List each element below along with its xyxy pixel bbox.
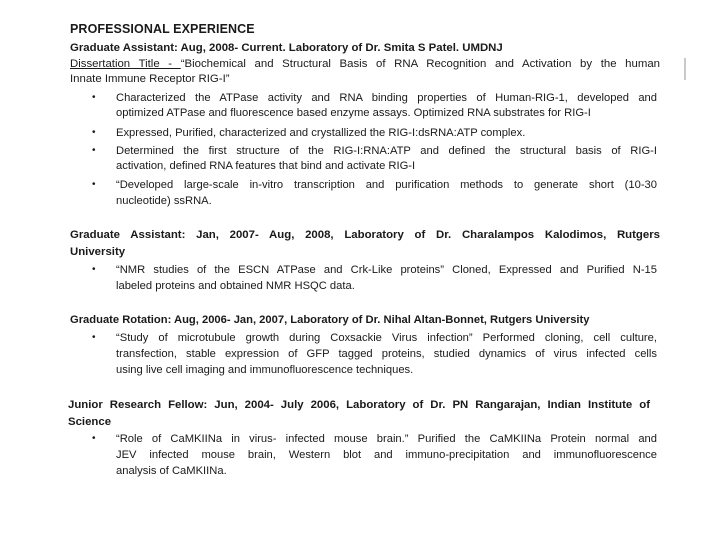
job1-bullet3-line1: Determined the first structure of the RIG-I:RNA:ATP and defined the structural basis of RIG-I [116, 145, 657, 157]
job1-bullet4-line2: nucleotide) ssRNA. [116, 195, 212, 207]
job3-bullet1-line2: transfection, stable expression of GFP tagged proteins, studied dynamics of virus infected cells [116, 348, 657, 360]
dissertation-title-part1: “Biochemical and Structural Basis of RNA Recognition and Activation by the human [180, 58, 660, 70]
job3-bullet1-line3: using live cell imaging and immunofluorescence techniques. [116, 364, 414, 376]
dissertation-label: Dissertation Title - [70, 58, 181, 70]
section-heading: PROFESSIONAL EXPERIENCE [70, 22, 255, 36]
job4-bullet1-line2: JEV infected mouse brain, Western blot and immuno-precipitation and immunofluorescence [116, 449, 657, 461]
job1-dissertation-line1 [70, 57, 660, 71]
job4-bullet1-line1: “Role of CaMKIINa in virus- infected mouse brain.” Purified the CaMKIINa Protein normal and [116, 433, 657, 445]
job3-title: Graduate Rotation: Aug, 2006- Jan, 2007, Laboratory of Dr. Nihal Altan-Bonnet, Rutgers University [70, 314, 590, 326]
job2-title-line2: University [70, 246, 126, 258]
job1-title: Graduate Assistant: Aug, 2008- Current. Laboratory of Dr. Smita S Patel. UMDNJ [70, 42, 503, 54]
job1-bullet1-line2: optimized ATPase and fluorescence based enzyme assays. Optimized RNA substrates for RIG-I [116, 107, 591, 119]
job2-title-line1: Graduate Assistant: Jan, 2007- Aug, 2008, Laboratory of Dr. Charalampos Kalodimos, Rutgers [70, 229, 660, 241]
page-edge-mark [684, 58, 686, 80]
job1-bullet1-line1: Characterized the ATPase activity and RNA binding properties of Human-RIG-1, developed and [116, 92, 657, 104]
bullet-icon: • [92, 145, 96, 156]
job4-title-line1: Junior Research Fellow: Jun, 2004- July 2006, Laboratory of Dr. PN Rangarajan, Indian Institute of [68, 399, 650, 411]
job4-bullet1-line3: analysis of CaMKIINa. [116, 465, 227, 477]
job2-bullet1-line1: “NMR studies of the ESCN ATPase and Crk-Like proteins” Cloned, Expressed and Purified N-15 [116, 264, 657, 276]
bullet-icon: • [92, 127, 96, 138]
job3-bullet1-line1: “Study of microtubule growth during Coxsackie Virus infection” Performed cloning, cell culture, [116, 332, 657, 344]
job4-title-line2: Science [68, 416, 112, 428]
bullet-icon: • [92, 92, 96, 103]
job1-dissertation-line2: Innate Immune Receptor RIG-I” [70, 73, 230, 85]
job1-bullet3-line2: activation, defined RNA features that bind and activate RIG-I [116, 160, 416, 172]
job2-bullet1-line2: labeled proteins and obtained NMR HSQC data. [116, 280, 355, 292]
bullet-icon: • [92, 433, 96, 444]
bullet-icon: • [92, 332, 96, 343]
job1-bullet2-line1: Expressed, Purified, characterized and crystallized the RIG-I:dsRNA:ATP complex. [116, 127, 526, 139]
job1-bullet4-line1: “Developed large-scale in-vitro transcription and purification methods to generate short (10-30 [116, 179, 657, 191]
bullet-icon: • [92, 179, 96, 190]
bullet-icon: • [92, 264, 96, 275]
